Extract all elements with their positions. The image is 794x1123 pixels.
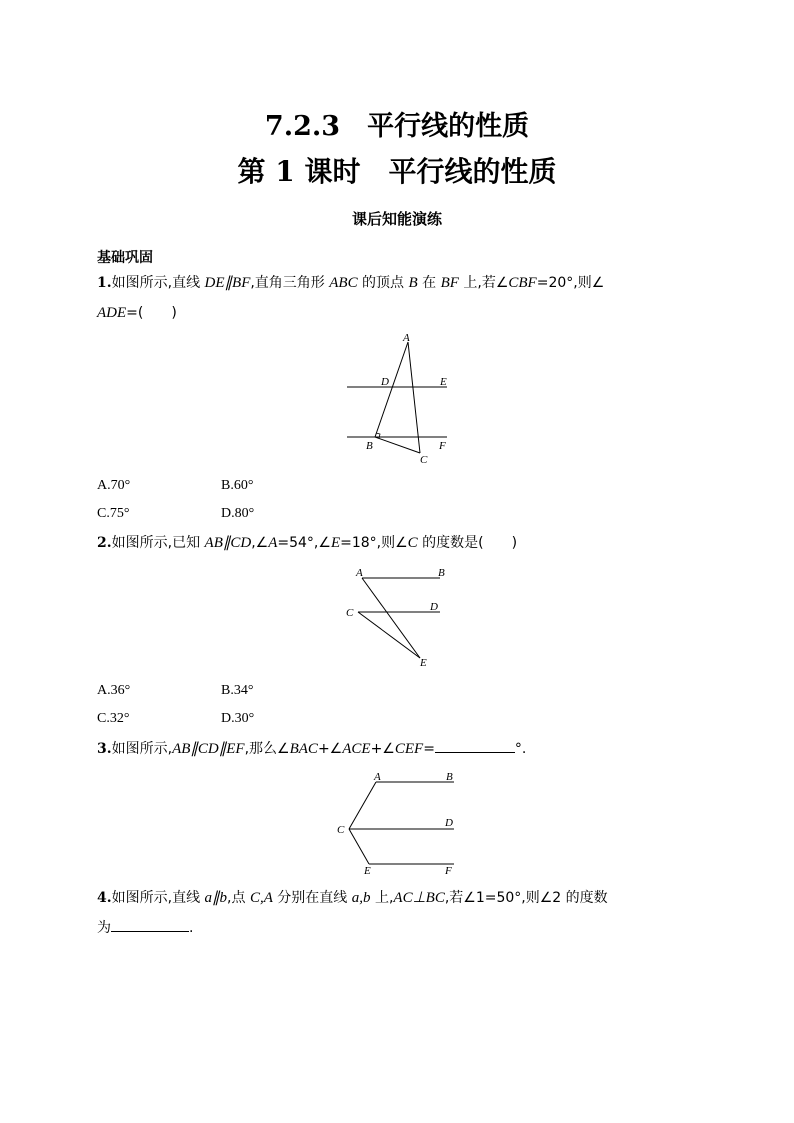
question-number: 3. — [97, 741, 112, 757]
q2-option-c[interactable]: C.32° — [97, 711, 130, 726]
period-name: 平行线的性质 — [388, 155, 557, 188]
period-title — [0, 150, 794, 190]
q2-option-d[interactable]: D.30° — [221, 711, 255, 726]
figure-1 — [335, 328, 465, 468]
segment-ce — [358, 612, 420, 658]
label-f: F — [439, 440, 446, 452]
label-f: F — [445, 865, 452, 877]
question-number: 2. — [97, 535, 112, 551]
lesson-number: 7.2.3 — [264, 111, 341, 142]
label-b: B — [366, 440, 373, 452]
label-d: D — [430, 601, 438, 613]
period-number: 第 1 课时 — [237, 155, 361, 188]
q1-option-b[interactable]: B.60° — [221, 478, 254, 493]
figure-3 — [332, 766, 462, 878]
answer-blank[interactable] — [435, 738, 515, 753]
label-a: A — [403, 332, 410, 344]
q2-option-a[interactable]: A.36° — [97, 683, 131, 698]
lesson-title — [0, 104, 794, 143]
answer-blank[interactable] — [111, 917, 189, 932]
question-4: 4.如图所示,直线 a∥b,点 C,A 分别在直线 a,b 上,AC⊥BC,若∠1=50°,则∠2 的度数 为 . — [97, 890, 608, 936]
segment-ce — [349, 829, 369, 864]
q2-option-b[interactable]: B.34° — [221, 683, 254, 698]
figure-2 — [340, 562, 460, 672]
question-1: 1.如图所示,直线 DE∥BF,直角三角形 ABC 的顶点 B 在 BF 上,若∠CBF=20°,则∠ ADE=( ) — [97, 275, 605, 321]
question-3: 3.如图所示,AB∥CD∥EF,那么∠BAC+∠ACE+∠CEF= °. — [97, 734, 687, 764]
label-e: E — [440, 376, 447, 388]
label-a: A — [356, 567, 363, 579]
segment-ac — [349, 782, 376, 829]
q1-option-c[interactable]: C.75° — [97, 506, 130, 521]
question-number: 4. — [97, 890, 112, 906]
segment-ac — [408, 342, 420, 453]
label-b: B — [446, 771, 453, 783]
label-b: B — [438, 567, 445, 579]
segment-ab — [375, 342, 408, 437]
question-2: 2.如图所示,已知 AB∥CD,∠A=54°,∠E=18°,则∠C 的度数是( ) — [97, 535, 518, 551]
page-subtitle: 课后知能演练 — [351, 210, 442, 228]
segment-ae — [362, 578, 420, 658]
q1-option-a[interactable]: A.70° — [97, 478, 131, 493]
label-c: C — [337, 824, 345, 836]
label-d: D — [381, 376, 389, 388]
section-heading: 基础巩固 — [97, 250, 153, 266]
label-e: E — [420, 657, 427, 669]
label-a: A — [374, 771, 381, 783]
q1-option-d[interactable]: D.80° — [221, 506, 255, 521]
label-c: C — [420, 454, 428, 466]
segment-bc — [375, 437, 420, 453]
label-d: D — [445, 817, 453, 829]
question-number: 1. — [97, 275, 112, 291]
label-e: E — [364, 865, 371, 877]
lesson-name: 平行线的性质 — [367, 111, 530, 142]
label-c: C — [346, 607, 354, 619]
